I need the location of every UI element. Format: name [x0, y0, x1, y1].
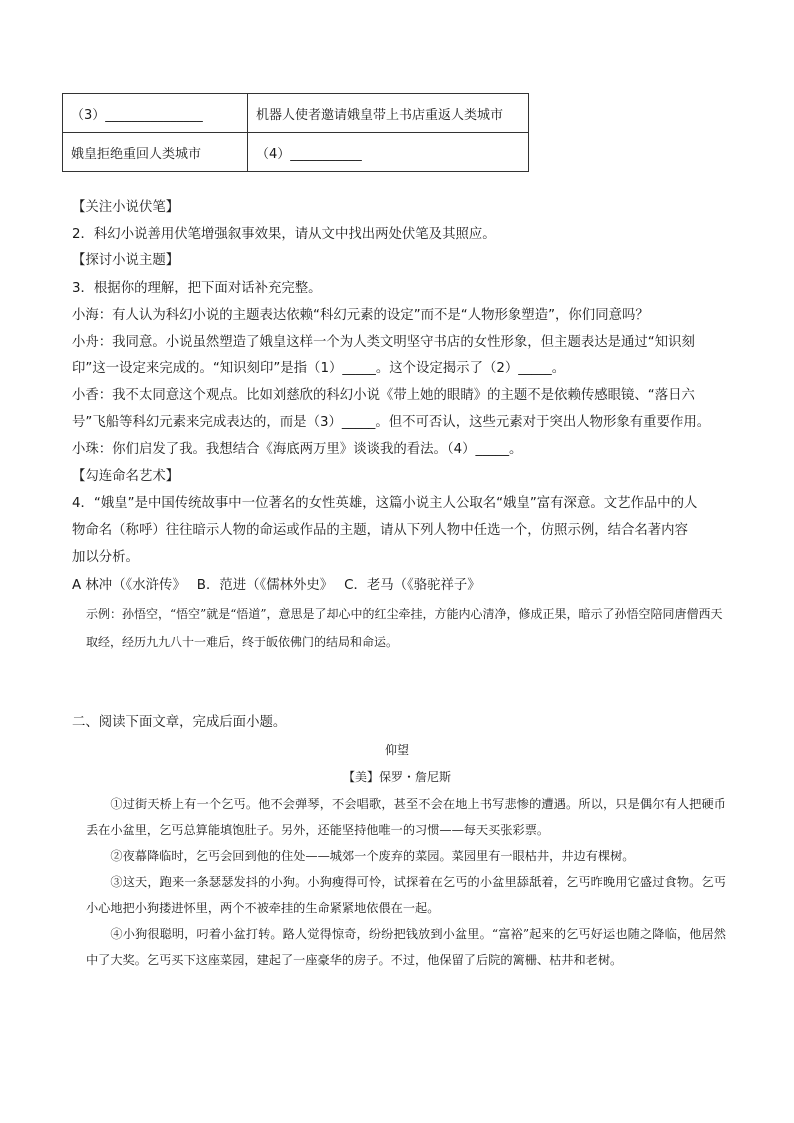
example-text: 示例：孙悟空，“悟空”就是“悟道”，意思是了却心中的红尘牵挂，方能内心清净，修成正果，暗示了孙悟空陪同唐僧西天取经，经历九九八十一难后，终于皈依佛门的结局和命运。 — [86, 607, 723, 649]
options-line: A 林冲（《水浒传》 B．范进（《儒林外史》 C．老马（《骆驼祥子》 — [72, 578, 481, 593]
article-paragraph-3: ③这天，跑来一条瑟瑟发抖的小狗。小狗瘦得可怜，试探着在乞丐的小盆里舔舐着，乞丐昨晚用它盛过食物。乞丐小心地把小狗搂进怀里，两个不被牵挂的生命紧紧地依偎在一起。 — [86, 875, 726, 915]
plot-table — [62, 93, 529, 172]
table-cell: 机器人使者邀请娥皇带上书店重返人类城市 — [248, 94, 529, 133]
article-paragraph-2: ②夜幕降临时，乞丐会回到他的住处——城郊一个废弃的菜园。菜园里有一眼枯井，井边有棵树。 — [110, 849, 635, 863]
section-heading-naming: 【勾连命名艺术】 — [72, 469, 180, 484]
question-3: 3．根据你的理解，把下面对话补充完整。 — [72, 281, 322, 296]
article-title: 仰望 — [384, 743, 409, 757]
table-cell: （4）___________ — [248, 133, 529, 172]
article-author: 【美】保罗・詹尼斯 — [342, 770, 451, 784]
section-2-heading: 二、阅读下面文章，完成后面小题。 — [72, 715, 287, 730]
section-heading-theme: 【探讨小说主题】 — [72, 253, 180, 268]
table-row — [63, 94, 529, 133]
question-4: 4．“娥皇”是中国传统故事中一位著名的女性英雄，这篇小说主人公取名“娥皇”富有深意。文艺作品中的人 — [72, 496, 698, 511]
dialogue-line: 小海：有人认为科幻小说的主题表达依赖“科幻元素的设定”而不是“人物形象塑造”，你们同意吗？ — [72, 308, 649, 323]
table-row — [63, 133, 529, 172]
dialogue-line: 号”飞船等科幻元素来完成表达的，而是（3）_____。但不可否认，这些元素对于突出人物形象有重要作用。 — [72, 415, 711, 430]
dialogue-line: 小香：我不太同意这个观点。比如刘慈欣的科幻小说《带上她的眼睛》的主题不是依赖传感眼镜、“落日六 — [72, 388, 695, 403]
table-cell: （3）_______________ — [63, 94, 248, 133]
article-paragraph-4: ④小狗很聪明，叼着小盆打转。路人觉得惊奇，纷纷把钱放到小盆里。“富裕”起来的乞丐好运也随之降临，他居然中了大奖。乞丐买下这座菜园，建起了一座豪华的房子。不过，他保留了后院的篱栅、枯井和老树。 — [86, 927, 726, 967]
dialogue-line: 小舟：我同意。小说虽然塑造了娥皇这样一个为人类文明坚守书店的女性形象，但主题表达是通过“知识刻 — [72, 335, 695, 350]
question-4-cont: 物命名（称呼）往往暗示人物的命运或作品的主题，请从下列人物中任选一个，仿照示例，结合名著内容 — [72, 523, 688, 538]
section-heading-foreshadowing: 【关注小说伏笔】 — [72, 200, 180, 215]
dialogue-line: 小珠：你们启发了我。我想结合《海底两万里》谈谈我的看法。（4）_____。 — [72, 442, 523, 457]
question-2: 2．科幻小说善用伏笔增强叙事效果，请从文中找出两处伏笔及其照应。 — [72, 227, 496, 242]
table-cell: 娥皇拒绝重回人类城市 — [63, 133, 248, 172]
dialogue-line: 印”这一设定来完成的。“知识刻印”是指（1）_____。这个设定揭示了（2）_____。 — [72, 361, 566, 376]
question-4-cont: 加以分析。 — [72, 550, 139, 565]
article-paragraph-1: ①过街天桥上有一个乞丐。他不会弹琴，不会唱歌，甚至不会在地上书写悲惨的遭遇。所以，只是偶尔有人把硬币丢在小盆里，乞丐总算能填饱肚子。另外，还能坚持他唯一的习惯——每天买张彩票。 — [86, 797, 726, 837]
